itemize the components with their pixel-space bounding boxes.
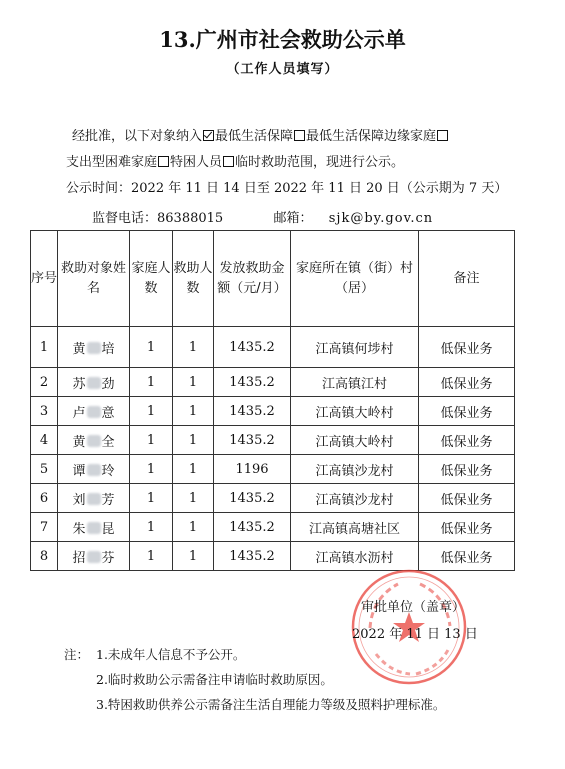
redaction-mark bbox=[87, 493, 101, 505]
checkbox-icon[interactable] bbox=[158, 156, 169, 167]
redaction-mark bbox=[87, 435, 101, 447]
contact-line bbox=[92, 207, 433, 226]
redaction-mark bbox=[87, 551, 101, 563]
name-surname: 黄 bbox=[72, 434, 86, 450]
header-name: 救助对象姓名 bbox=[58, 231, 130, 327]
cell-family-size: 1 bbox=[130, 426, 173, 455]
note-item: 2.临时救助公示需备注申请临时救助原因。 bbox=[96, 672, 333, 687]
redaction-mark bbox=[87, 406, 101, 418]
cell-family-size: 1 bbox=[130, 327, 173, 368]
cell-note: 低保业务 bbox=[419, 368, 515, 397]
cell-note: 低保业务 bbox=[419, 327, 515, 368]
checkbox-icon[interactable] bbox=[437, 130, 448, 141]
cell-amount: 1435.2 bbox=[214, 368, 291, 397]
cell-no: 3 bbox=[31, 397, 58, 426]
table-header-row bbox=[31, 231, 515, 327]
publicity-period: 公示时间：2022 年 11 日 14 日至 2022 年 11 日 20 日（公示期为 7 天） bbox=[66, 181, 508, 196]
name-last-char: 劲 bbox=[101, 376, 115, 392]
cell-note: 低保业务 bbox=[419, 397, 515, 426]
name-surname: 苏 bbox=[72, 376, 86, 392]
cell-amount: 1435.2 bbox=[214, 327, 291, 368]
note-item: 1.未成年人信息不予公开。 bbox=[96, 647, 246, 662]
cell-village: 江高镇水沥村 bbox=[291, 542, 419, 571]
cell-aided-count: 1 bbox=[173, 368, 214, 397]
header-amount: 发放救助金额（元/月） bbox=[214, 231, 291, 327]
email-label: 邮箱： bbox=[273, 211, 313, 226]
cell-no: 8 bbox=[31, 542, 58, 571]
phone-label: 监督电话： bbox=[92, 211, 158, 226]
name-surname: 朱 bbox=[72, 521, 86, 537]
cell-village: 江高镇沙龙村 bbox=[291, 484, 419, 513]
cell-note: 低保业务 bbox=[419, 426, 515, 455]
checkbox-checked-icon[interactable] bbox=[203, 130, 214, 141]
option-marginal: 最低生活保障边缘家庭 bbox=[306, 129, 437, 144]
phone-number: 86388015 bbox=[157, 211, 224, 226]
cell-family-size: 1 bbox=[130, 484, 173, 513]
cell-aided-count: 1 bbox=[173, 484, 214, 513]
cell-village: 江高镇沙龙村 bbox=[291, 455, 419, 484]
cell-amount: 1196 bbox=[214, 455, 291, 484]
header-family-size: 家庭人数 bbox=[130, 231, 173, 327]
table-row bbox=[31, 397, 515, 426]
email-address: sjk@by.gov.cn bbox=[328, 211, 434, 226]
name-surname: 刘 bbox=[72, 492, 86, 508]
name-last-char: 芳 bbox=[101, 492, 115, 508]
cell-village: 江高镇大岭村 bbox=[291, 397, 419, 426]
table-row bbox=[31, 484, 515, 513]
cell-name bbox=[58, 426, 130, 455]
intro-text: 经批准，以下对象纳入 bbox=[72, 129, 203, 144]
table-row bbox=[31, 426, 515, 455]
cell-name bbox=[58, 397, 130, 426]
cell-no: 1 bbox=[31, 327, 58, 368]
cell-aided-count: 1 bbox=[173, 455, 214, 484]
cell-note: 低保业务 bbox=[419, 484, 515, 513]
cell-family-size: 1 bbox=[130, 513, 173, 542]
redaction-mark bbox=[87, 342, 101, 354]
header-no: 序号 bbox=[31, 231, 58, 327]
checkbox-icon[interactable] bbox=[223, 156, 234, 167]
cell-no: 5 bbox=[31, 455, 58, 484]
redaction-mark bbox=[87, 377, 101, 389]
cell-village: 江高镇江村 bbox=[291, 368, 419, 397]
table-row bbox=[31, 327, 515, 368]
approval-date: 2022 年 11 日 13 日 bbox=[352, 627, 478, 642]
table-row bbox=[31, 542, 515, 571]
notes-label: 注： bbox=[64, 647, 90, 662]
header-note: 备注 bbox=[419, 231, 515, 327]
intro-line-1 bbox=[72, 125, 449, 144]
cell-aided-count: 1 bbox=[173, 426, 214, 455]
cell-no: 6 bbox=[31, 484, 58, 513]
cell-village: 江高镇何埗村 bbox=[291, 327, 419, 368]
approval-unit: 审批单位（盖章） bbox=[361, 600, 466, 615]
cell-amount: 1435.2 bbox=[214, 426, 291, 455]
option-subsistence: 最低生活保障 bbox=[215, 129, 294, 144]
cell-name bbox=[58, 484, 130, 513]
name-last-char: 培 bbox=[101, 341, 115, 357]
cell-aided-count: 1 bbox=[173, 397, 214, 426]
name-surname: 谭 bbox=[72, 463, 86, 479]
cell-note: 低保业务 bbox=[419, 455, 515, 484]
name-surname: 卢 bbox=[72, 405, 86, 421]
option-expenditure: 支出型困难家庭 bbox=[66, 155, 158, 170]
intro-line-2 bbox=[66, 151, 404, 170]
cell-family-size: 1 bbox=[130, 455, 173, 484]
redaction-mark bbox=[87, 522, 101, 534]
cell-name bbox=[58, 455, 130, 484]
aid-table bbox=[30, 230, 515, 571]
cell-no: 4 bbox=[31, 426, 58, 455]
name-last-char: 芬 bbox=[101, 550, 115, 566]
page-title: 13.广州市社会救助公示单 bbox=[159, 27, 406, 52]
redaction-mark bbox=[87, 464, 101, 476]
cell-note: 低保业务 bbox=[419, 542, 515, 571]
option-temporary: 临时救助范围，现进行公示。 bbox=[235, 155, 405, 170]
cell-amount: 1435.2 bbox=[214, 484, 291, 513]
cell-family-size: 1 bbox=[130, 397, 173, 426]
cell-aided-count: 1 bbox=[173, 542, 214, 571]
name-last-char: 昆 bbox=[101, 521, 115, 537]
option-special-hardship: 特困人员 bbox=[170, 155, 223, 170]
cell-no: 7 bbox=[31, 513, 58, 542]
table-row bbox=[31, 513, 515, 542]
cell-name bbox=[58, 368, 130, 397]
header-village: 家庭所在镇（街）村（居） bbox=[291, 231, 419, 327]
cell-village: 江高镇大岭村 bbox=[291, 426, 419, 455]
cell-family-size: 1 bbox=[130, 368, 173, 397]
name-last-char: 全 bbox=[101, 434, 115, 450]
name-surname: 黄 bbox=[72, 341, 86, 357]
cell-aided-count: 1 bbox=[173, 513, 214, 542]
cell-amount: 1435.2 bbox=[214, 397, 291, 426]
cell-no: 2 bbox=[31, 368, 58, 397]
cell-name bbox=[58, 513, 130, 542]
table-row bbox=[31, 455, 515, 484]
cell-family-size: 1 bbox=[130, 542, 173, 571]
name-last-char: 意 bbox=[101, 405, 115, 421]
cell-village: 江高镇高塘社区 bbox=[291, 513, 419, 542]
cell-aided-count: 1 bbox=[173, 327, 214, 368]
note-item: 3.特困救助供养公示需备注生活自理能力等级及照料护理标准。 bbox=[96, 697, 446, 712]
cell-amount: 1435.2 bbox=[214, 542, 291, 571]
name-surname: 招 bbox=[72, 550, 86, 566]
page-subtitle: （工作人员填写） bbox=[226, 62, 339, 77]
checkbox-icon[interactable] bbox=[294, 130, 305, 141]
cell-name bbox=[58, 327, 130, 368]
cell-amount: 1435.2 bbox=[214, 513, 291, 542]
name-last-char: 玲 bbox=[101, 463, 115, 479]
cell-note: 低保业务 bbox=[419, 513, 515, 542]
table-row bbox=[31, 368, 515, 397]
cell-name bbox=[58, 542, 130, 571]
header-aided-count: 救助人数 bbox=[173, 231, 214, 327]
